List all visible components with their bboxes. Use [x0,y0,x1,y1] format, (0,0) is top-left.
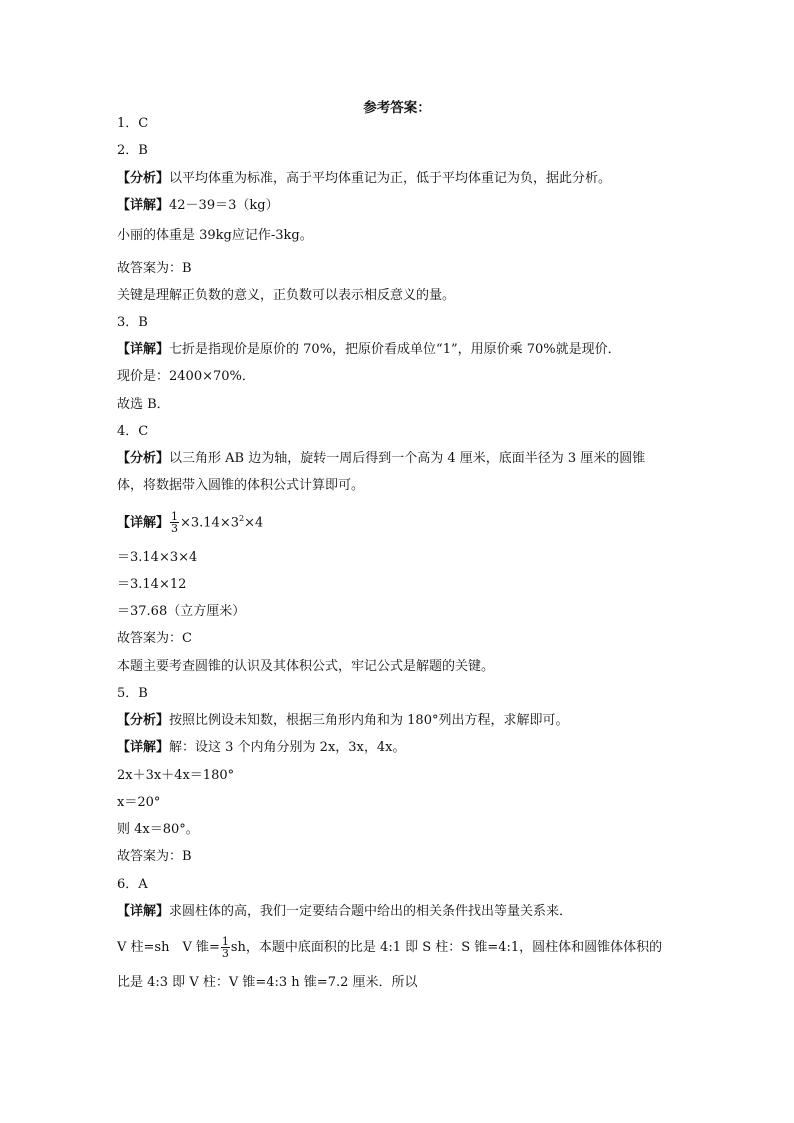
line-text: 体，将数据带入圆锥的体积公式计算即可。 [117,478,365,493]
exponent: 2 [239,514,245,523]
line-text: 比是 4:3 即 V 柱：V 锥=4:3 h 锥=7.2 厘米．所以 [117,975,418,990]
line-text: sh，本题中底面积的比是 4:1 即 S 柱：S 锥=4:1，圆柱体和圆锥体体积的 [230,940,663,955]
line-text: 求圆柱体的高，我们一定要结合题中给出的相关条件找出等量关系来． [169,904,573,919]
line-text: 6．A [117,877,148,892]
fraction-one-third [170,511,179,534]
line-text: ＝37.68（立方厘米） [117,604,246,619]
answer-line [117,142,148,160]
answer-line [117,423,148,441]
equation-line [117,576,186,594]
line-text: 小丽的体重是 39kg应记作-3kg。 [117,228,313,243]
line-text: 以平均体重为标准，高于平均体重记为正，低于平均体重记为负，据此分析。 [169,171,612,186]
equation-line [117,549,197,567]
analysis-line [117,170,611,188]
detail-tag: 【详解】 [117,342,170,357]
answer-line [117,287,455,305]
analysis-line [117,712,568,730]
line-text: 现价是：2400×70%． [117,369,255,384]
answer-line [117,630,192,648]
line-text: 3．B [117,315,148,330]
answer-title: 参考答案： [363,100,431,116]
analysis-line [117,450,645,468]
answer-line [117,314,148,332]
line-text: ＝3.14×12 [117,577,187,592]
analysis-tag: 【分析】 [117,171,170,186]
answer-line [117,848,192,866]
line-text: 5．B [117,686,148,701]
line-text: 4．C [117,424,149,439]
detail-line [117,903,572,921]
fraction-one-third [221,936,230,959]
analysis-tag: 【分析】 [117,713,170,728]
line-text: 2．B [117,143,148,158]
line-text: 七折是指现价是原价的 70%，把原价看成单位“1”，用原价乘 70%就是现价． [169,342,621,357]
line-text: 2x＋3x＋4x＝180° [117,768,235,783]
detail-line [117,510,263,534]
line-text: x＝20° [117,795,161,810]
fraction-numerator: 1 [171,510,179,524]
detail-tag: 【详解】 [117,740,170,755]
equation-line [117,794,160,812]
analysis-tag: 【分析】 [117,451,170,466]
fraction-numerator: 1 [221,935,229,948]
answer-line [117,260,192,278]
answer-line [117,658,494,676]
detail-line [117,341,621,359]
line-text: ×3.14×3 [180,515,240,531]
line-text: 故答案为：B [117,261,192,276]
fraction-denominator: 3 [171,522,179,536]
fraction-denominator: 3 [221,947,229,960]
answer-line [117,685,148,703]
answer-line [117,477,364,495]
answer-line [117,396,170,414]
line-text: 解：设这 3 个内角分别为 2x，3x，4x。 [169,740,406,755]
answer-line [117,227,313,245]
detail-line [117,739,406,757]
line-text: 故答案为：B [117,849,192,864]
answer-line [117,368,255,386]
line-text: 1．C [117,116,149,131]
line-text: 故选 B． [117,397,170,412]
answer-line [117,876,148,894]
line-text: 本题主要考查圆锥的认识及其体积公式，牢记公式是解题的关键。 [117,659,495,674]
equation-line [117,603,245,621]
equation-line [117,767,234,785]
line-text: 以三角形 AB 边为轴，旋转一周后得到一个高为 4 厘米，底面半径为 3 厘米的圆锥 [169,451,646,466]
detail-tag: 【详解】 [117,515,170,531]
line-text: 按照比例设未知数，根据三角形内角和为 180°列出方程，求解即可。 [169,713,569,728]
line-text: ＝3.14×3×4 [117,550,198,565]
answer-line [117,115,148,133]
line-text: ×4 [244,515,264,531]
detail-tag: 【详解】 [117,198,170,213]
line-text: 关键是理解正负数的意义，正负数可以表示相反意义的量。 [117,288,456,303]
detail-line [117,197,279,215]
answer-line [117,974,418,992]
detail-tag: 【详解】 [117,904,170,919]
formula-line [117,936,662,959]
line-text: 则 4x＝80°。 [117,822,199,837]
line-text: V 柱=sh V 锥= [117,940,220,955]
equation-line [117,821,199,839]
line-text: 故答案为：C [117,631,192,646]
line-text: 42－39＝3（kg） [169,198,279,213]
